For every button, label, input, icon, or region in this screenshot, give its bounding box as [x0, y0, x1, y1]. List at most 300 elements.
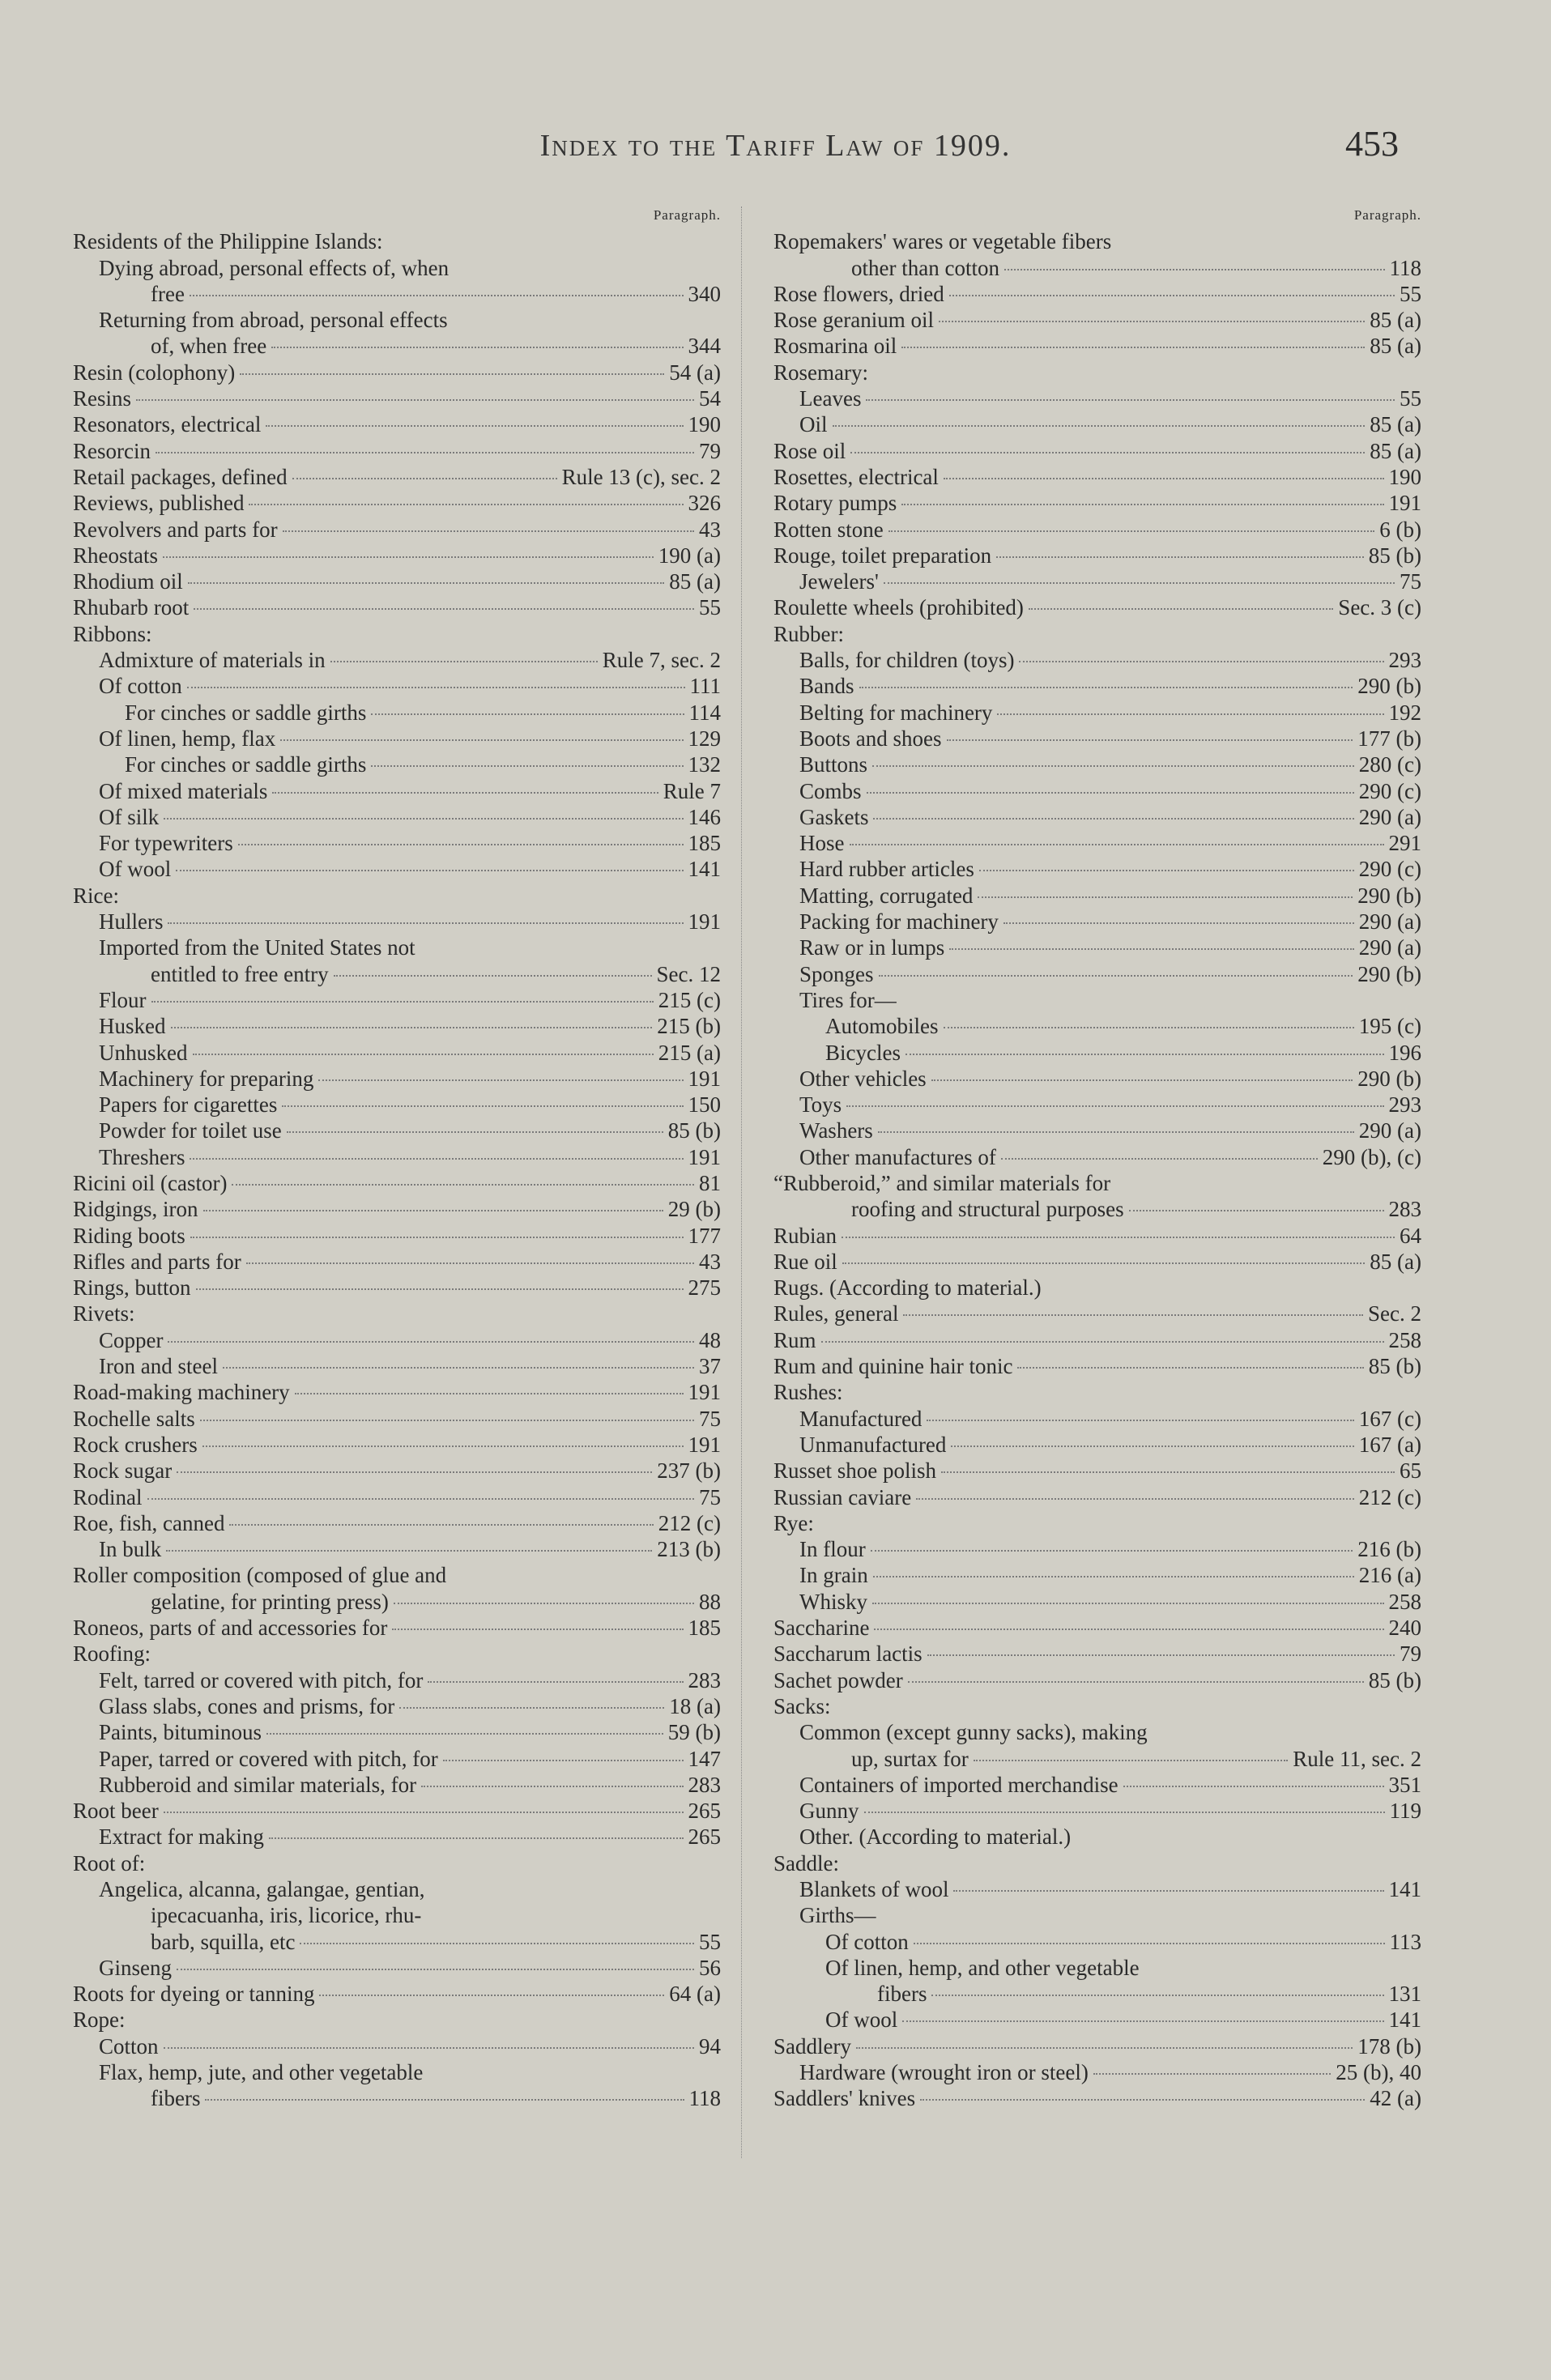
- entry-label: Retail packages, defined: [73, 464, 288, 489]
- index-entry: [73, 1850, 721, 1876]
- index-entry: [773, 700, 1421, 726]
- leader-dots: [147, 1498, 695, 1500]
- paragraph-reference: 85 (b): [667, 1118, 721, 1143]
- index-entry: [73, 1040, 721, 1066]
- paragraph-reference: Rule 7: [663, 778, 721, 803]
- entry-label: Hardware (wrought iron or steel): [799, 2060, 1089, 2085]
- leader-dots: [859, 687, 1353, 688]
- leader-dots: [171, 1027, 653, 1028]
- index-entry: [773, 1353, 1421, 1379]
- index-entry: [773, 1432, 1421, 1458]
- entry-label: Threshers: [99, 1144, 185, 1169]
- leader-dots: [330, 661, 598, 662]
- entry-label: Rotten stone: [773, 517, 884, 542]
- index-entry: [773, 2033, 1421, 2059]
- leader-dots: [947, 739, 1353, 741]
- entry-label: Toys: [799, 1092, 842, 1118]
- index-entry: [73, 281, 721, 307]
- index-entry: [73, 961, 721, 987]
- entry-label: Roneos, parts of and accessories for: [73, 1616, 388, 1641]
- paragraph-reference: Rule 13 (c), sec. 2: [561, 464, 721, 489]
- page-number: 453: [1345, 124, 1399, 164]
- paragraph-reference: 344: [688, 334, 721, 359]
- index-entry: [73, 673, 721, 699]
- leader-dots: [949, 948, 1354, 950]
- index-entry: [773, 621, 1421, 647]
- entry-label: of, when free: [151, 334, 267, 359]
- paragraph-reference: 131: [1388, 1982, 1421, 2007]
- entry-label: Rotary pumps: [773, 491, 897, 516]
- entry-label: ipecacuanha, iris, licorice, rhu-: [151, 1903, 422, 1928]
- paragraph-reference: Rule 11, sec. 2: [1293, 1746, 1421, 1771]
- index-entry: [73, 1432, 721, 1458]
- leader-dots: [202, 1445, 684, 1447]
- entry-label: Sponges: [799, 961, 874, 986]
- entry-label: Reviews, published: [73, 491, 245, 516]
- entry-label: Roofing:: [73, 1641, 151, 1667]
- index-entry: [773, 1667, 1421, 1693]
- index-entry: [773, 360, 1421, 385]
- paragraph-reference: 29 (b): [667, 1197, 721, 1222]
- paragraph-reference: 351: [1388, 1772, 1421, 1797]
- leader-dots: [300, 1943, 694, 1944]
- leader-dots: [196, 1288, 684, 1290]
- entry-label: Rock crushers: [73, 1432, 198, 1457]
- leader-dots: [916, 1498, 1354, 1500]
- paragraph-reference: 280 (c): [1358, 752, 1421, 777]
- index-entry: [773, 1510, 1421, 1536]
- paragraph-reference: 42 (a): [1370, 2086, 1421, 2111]
- leader-dots: [177, 1471, 652, 1473]
- leader-dots: [953, 1890, 1383, 1892]
- paragraph-reference: Rule 7, sec. 2: [602, 648, 721, 673]
- leader-dots: [292, 478, 557, 479]
- index-entry: [73, 700, 721, 726]
- entry-label: In flour: [799, 1537, 866, 1562]
- entry-label: Common (except gunny sacks), making: [799, 1720, 1148, 1745]
- leader-dots: [874, 1629, 1383, 1630]
- entry-label: fibers: [151, 2086, 201, 2111]
- leader-dots: [177, 1969, 694, 1970]
- entry-label: Felt, tarred or covered with pitch, for: [99, 1667, 424, 1692]
- entry-label: Cotton: [99, 2033, 159, 2059]
- index-entry: [773, 1824, 1421, 1850]
- leader-dots: [190, 295, 684, 296]
- entry-label: Boots and shoes: [799, 726, 942, 751]
- leader-dots: [164, 1812, 684, 1813]
- leader-dots: [901, 504, 1383, 505]
- index-entry: [773, 1013, 1421, 1039]
- entry-label: Gunny: [799, 1799, 859, 1824]
- index-entry: [73, 830, 721, 856]
- entry-label: Of wool: [825, 2007, 898, 2033]
- entry-label: Leaves: [799, 386, 862, 411]
- entry-label: Combs: [799, 778, 862, 803]
- entry-label: Riding boots: [73, 1223, 185, 1248]
- index-entry: [73, 1667, 721, 1693]
- entry-label: Rock sugar: [73, 1458, 173, 1484]
- paragraph-reference: 141: [1388, 1877, 1421, 1901]
- entry-label: Ricini oil (castor): [73, 1170, 228, 1195]
- entry-label: Revolvers and parts for: [73, 517, 278, 542]
- index-entry: [73, 1092, 721, 1118]
- leader-dots: [232, 1184, 694, 1186]
- entry-label: Other manufactures of: [799, 1144, 996, 1169]
- index-entry: [773, 647, 1421, 673]
- paragraph-reference: 177: [688, 1223, 721, 1248]
- index-entry: [73, 2085, 721, 2111]
- index-entry: [73, 1301, 721, 1326]
- paragraph-reference: 290 (c): [1358, 857, 1421, 882]
- paragraph-reference: 290 (b): [1357, 961, 1421, 986]
- leader-dots: [319, 1995, 664, 1996]
- index-entry: [773, 1066, 1421, 1092]
- paragraph-reference: 212 (c): [658, 1510, 721, 1535]
- index-entry: [773, 1040, 1421, 1066]
- entry-label: Of wool: [99, 857, 172, 882]
- entry-label: Papers for cigarettes: [99, 1092, 278, 1118]
- index-entry: [773, 987, 1421, 1013]
- paragraph-reference: 65: [1400, 1458, 1421, 1484]
- leader-dots: [905, 1054, 1384, 1055]
- paragraph-reference: 291: [1388, 831, 1421, 856]
- leader-dots: [269, 1837, 684, 1839]
- leader-dots: [151, 1001, 654, 1003]
- paragraph-reference: 25 (b), 40: [1336, 2060, 1421, 2085]
- entry-label: Saccharum lactis: [773, 1641, 923, 1667]
- index-entry: [73, 2033, 721, 2059]
- index-entry: [73, 464, 721, 490]
- leader-dots: [240, 373, 664, 375]
- paragraph-reference: 293: [1388, 1092, 1421, 1118]
- index-entry: [773, 1275, 1421, 1301]
- index-entry: [73, 2007, 721, 2033]
- entry-label: Bands: [799, 674, 854, 699]
- paragraph-reference: 64: [1400, 1223, 1421, 1248]
- entry-label: Balls, for children (toys): [799, 648, 1015, 673]
- index-entry: [73, 568, 721, 594]
- entry-label: Resins: [73, 386, 132, 411]
- index-entry: [73, 228, 721, 254]
- index-entry: [773, 1092, 1421, 1118]
- leader-dots: [927, 1654, 1395, 1656]
- entry-label: Sachet powder: [773, 1667, 903, 1692]
- entry-label: Rubian: [773, 1223, 837, 1248]
- leader-dots: [1129, 1210, 1384, 1211]
- index-entry: [73, 1170, 721, 1196]
- paragraph-reference: 85 (a): [1370, 412, 1421, 437]
- leader-dots: [878, 1131, 1354, 1133]
- leader-dots: [978, 896, 1353, 898]
- entry-label: Other. (According to material.): [799, 1824, 1072, 1850]
- paragraph-reference: 64 (a): [669, 1982, 721, 2007]
- entry-label: Whisky: [799, 1589, 867, 1614]
- index-entry: [773, 307, 1421, 333]
- index-entry: [773, 804, 1421, 830]
- paragraph-reference: 196: [1388, 1040, 1421, 1065]
- paragraph-reference: 111: [689, 674, 721, 699]
- entry-label: Rheostats: [73, 543, 158, 568]
- index-entry: [73, 1824, 721, 1850]
- paragraph-reference: 290 (a): [1358, 804, 1421, 829]
- leader-dots: [879, 975, 1353, 977]
- entry-label: Admixture of materials in: [99, 648, 326, 673]
- index-entry: [73, 778, 721, 804]
- index-entry: [73, 1118, 721, 1143]
- paragraph-reference: 185: [688, 831, 721, 856]
- index-entry: [73, 543, 721, 568]
- index-entry: [73, 1406, 721, 1432]
- leader-dots: [996, 556, 1364, 558]
- paragraph-reference: 190: [1388, 464, 1421, 489]
- index-entry: [773, 1484, 1421, 1510]
- index-entry: [773, 333, 1421, 359]
- entry-label: free: [151, 281, 185, 306]
- paragraph-reference: 293: [1388, 648, 1421, 673]
- index-entry: [773, 543, 1421, 568]
- leader-dots: [866, 399, 1395, 401]
- index-entry: [73, 1353, 721, 1379]
- index-entry: [73, 1955, 721, 1981]
- index-entry: [73, 1562, 721, 1588]
- paragraph-reference: 167 (c): [1358, 1406, 1421, 1431]
- leader-dots: [176, 870, 683, 871]
- paragraph-reference: 54: [699, 386, 721, 411]
- leader-dots: [1003, 922, 1354, 924]
- paragraph-reference: 195 (c): [1358, 1014, 1421, 1039]
- entry-label: Rushes:: [773, 1380, 843, 1405]
- entry-label: Of cotton: [99, 674, 182, 699]
- paragraph-reference: 113: [1389, 1929, 1421, 1954]
- index-entry: [73, 1746, 721, 1772]
- leader-dots: [136, 399, 694, 401]
- entry-label: Copper: [99, 1327, 164, 1352]
- leader-dots: [997, 713, 1383, 715]
- index-entry: [773, 1118, 1421, 1143]
- paragraph-reference: 178 (b): [1357, 2033, 1421, 2059]
- entry-label: Rivets:: [73, 1301, 135, 1326]
- leader-dots: [229, 1524, 653, 1526]
- index-entry: [73, 804, 721, 830]
- entry-label: Ropemakers' wares or vegetable fibers: [773, 229, 1112, 254]
- index-entry: [73, 1013, 721, 1039]
- entry-label: Girths—: [799, 1903, 876, 1928]
- leader-dots: [287, 1131, 663, 1133]
- index-entry: [773, 673, 1421, 699]
- paragraph-reference: Sec. 3 (c): [1338, 595, 1421, 620]
- entry-label: Residents of the Philippine Islands:: [73, 229, 383, 254]
- index-entry: [773, 490, 1421, 516]
- paragraph-reference: 215 (c): [658, 987, 721, 1012]
- index-column-left: [73, 202, 721, 2112]
- paragraph-reference: 190: [688, 412, 721, 437]
- leader-dots: [872, 765, 1354, 767]
- leader-dots: [1017, 1367, 1363, 1369]
- index-entry: [73, 1641, 721, 1667]
- paragraph-reference: 88: [699, 1589, 721, 1614]
- entry-label: Of mixed materials: [99, 778, 268, 803]
- leader-dots: [939, 321, 1365, 322]
- entry-label: Ridgings, iron: [73, 1197, 198, 1222]
- leader-dots: [200, 1420, 694, 1421]
- entry-label: Gaskets: [799, 804, 869, 829]
- leader-dots: [205, 2099, 684, 2101]
- leader-dots: [443, 1760, 684, 1761]
- entry-label: For typewriters: [99, 831, 233, 856]
- entry-label: Of linen, hemp, and other vegetable: [825, 1955, 1140, 1980]
- leader-dots: [872, 1603, 1384, 1604]
- index-entry: [773, 883, 1421, 909]
- paragraph-reference: 290 (a): [1358, 909, 1421, 935]
- index-entry: [773, 568, 1421, 594]
- paragraph-reference: 55: [1400, 281, 1421, 306]
- entry-label: up, surtax for: [851, 1746, 969, 1771]
- paragraph-reference: 85 (a): [1370, 334, 1421, 359]
- leader-dots: [974, 1760, 1289, 1761]
- entry-label: Dying abroad, personal effects of, when: [99, 255, 450, 280]
- index-entry: [73, 1929, 721, 1955]
- leader-dots: [399, 1707, 664, 1709]
- index-entry: [73, 517, 721, 543]
- leader-dots: [901, 347, 1365, 348]
- leader-dots: [949, 295, 1395, 296]
- paragraph-reference: 283: [688, 1772, 721, 1797]
- entry-label: For cinches or saddle girths: [125, 752, 367, 777]
- entry-label: Belting for machinery: [799, 700, 993, 725]
- index-entry: [73, 987, 721, 1013]
- leader-dots: [266, 1733, 663, 1735]
- entry-label: Packing for machinery: [799, 909, 999, 935]
- entry-label: Buttons: [799, 752, 868, 777]
- index-entry: [73, 909, 721, 935]
- paragraph-reference: 191: [1388, 491, 1421, 516]
- leader-dots: [856, 2047, 1353, 2049]
- index-entry: [73, 1196, 721, 1222]
- leader-dots: [873, 1576, 1354, 1577]
- index-entry: [73, 1981, 721, 2007]
- paragraph-reference: 75: [699, 1406, 721, 1431]
- index-entry: [773, 411, 1421, 437]
- entry-label: Angelica, alcanna, galangae, gentian,: [99, 1877, 425, 1901]
- leader-dots: [187, 687, 685, 688]
- leader-dots: [871, 1550, 1353, 1552]
- entry-label: Rosmarina oil: [773, 334, 897, 359]
- entry-label: Rubber:: [773, 621, 844, 646]
- entry-label: Rose flowers, dried: [773, 281, 944, 306]
- paragraph-reference: 94: [699, 2033, 721, 2059]
- index-entry: [73, 751, 721, 777]
- leader-dots: [394, 1603, 694, 1604]
- index-entry: [773, 594, 1421, 620]
- paragraph-reference: 213 (b): [657, 1537, 721, 1562]
- entry-label: Rosettes, electrical: [773, 464, 939, 489]
- leader-dots: [1019, 661, 1383, 662]
- index-entry: [773, 1641, 1421, 1667]
- paragraph-reference: 114: [688, 700, 721, 725]
- paragraph-reference: 43: [699, 517, 721, 542]
- leader-dots: [821, 1341, 1384, 1343]
- index-entry: [773, 1876, 1421, 1902]
- index-entry: [73, 1144, 721, 1170]
- index-entry: [773, 2059, 1421, 2085]
- paragraph-reference: 191: [688, 909, 721, 935]
- index-entry: [773, 1458, 1421, 1484]
- index-entry: [773, 1536, 1421, 1562]
- leader-dots: [246, 1262, 694, 1264]
- entry-label: Roots for dyeing or tanning: [73, 1982, 315, 2007]
- leader-dots: [203, 1210, 663, 1211]
- index-entry: [773, 2085, 1421, 2111]
- entry-label: Machinery for preparing: [99, 1066, 314, 1091]
- leader-dots: [166, 1550, 652, 1552]
- paragraph-reference: 150: [688, 1092, 721, 1118]
- entry-label: Road-making machinery: [73, 1380, 290, 1405]
- paragraph-reference: 146: [688, 804, 721, 829]
- entry-label: Rum: [773, 1327, 816, 1352]
- leader-dots: [873, 818, 1353, 820]
- entry-label: Rhubarb root: [73, 595, 190, 620]
- entry-label: Resin (colophony): [73, 360, 236, 385]
- leader-dots: [318, 1079, 683, 1081]
- entry-label: Of cotton: [825, 1929, 909, 1954]
- entry-label: Rodinal: [73, 1484, 143, 1509]
- paragraph-reference: 55: [699, 595, 721, 620]
- paragraph-reference: 275: [688, 1275, 721, 1301]
- entry-label: Matting, corrugated: [799, 883, 974, 908]
- index-entry: [73, 1510, 721, 1536]
- entry-label: Rope:: [73, 2007, 126, 2033]
- entry-label: Husked: [99, 1014, 166, 1039]
- entry-label: Hard rubber articles: [799, 857, 974, 882]
- leader-dots: [867, 792, 1354, 794]
- entry-label: In bulk: [99, 1537, 162, 1562]
- paragraph-reference: 85 (a): [1370, 438, 1421, 463]
- paragraph-reference: 37: [699, 1354, 721, 1379]
- paragraph-reference: 85 (b): [1368, 1667, 1421, 1692]
- index-entry: [73, 1275, 721, 1301]
- entry-label: Root beer: [73, 1799, 159, 1824]
- entry-label: Hose: [799, 831, 845, 856]
- entry-label: Sacks:: [773, 1693, 831, 1718]
- index-entry: [773, 1406, 1421, 1432]
- leader-dots: [979, 870, 1354, 871]
- index-entry: [773, 1327, 1421, 1353]
- paragraph-reference: 79: [1400, 1641, 1421, 1667]
- entry-label: Rue oil: [773, 1249, 837, 1274]
- entry-label: Extract for making: [99, 1824, 264, 1850]
- entry-label: Automobiles: [825, 1014, 939, 1039]
- entry-label: other than cotton: [851, 255, 999, 280]
- index-entry: [73, 935, 721, 960]
- paragraph-reference: 79: [699, 438, 721, 463]
- index-entry: [773, 961, 1421, 987]
- entry-label: Rules, general: [773, 1301, 899, 1326]
- leader-dots: [1004, 269, 1385, 270]
- entry-label: Tires for—: [799, 987, 897, 1012]
- entry-label: Rifles and parts for: [73, 1249, 241, 1274]
- paragraph-reference: 167 (a): [1358, 1432, 1421, 1457]
- entry-label: Ribbons:: [73, 621, 152, 646]
- entry-label: Ginseng: [99, 1955, 172, 1980]
- index-entry: [773, 1589, 1421, 1615]
- entry-label: gelatine, for printing press): [151, 1589, 389, 1614]
- paragraph-reference: 191: [688, 1144, 721, 1169]
- leader-dots: [884, 582, 1395, 584]
- index-entry: [73, 1223, 721, 1249]
- paragraph-reference: 290 (a): [1358, 935, 1421, 960]
- paragraph-reference: 212 (c): [1358, 1484, 1421, 1509]
- paragraph-reference: 265: [688, 1824, 721, 1850]
